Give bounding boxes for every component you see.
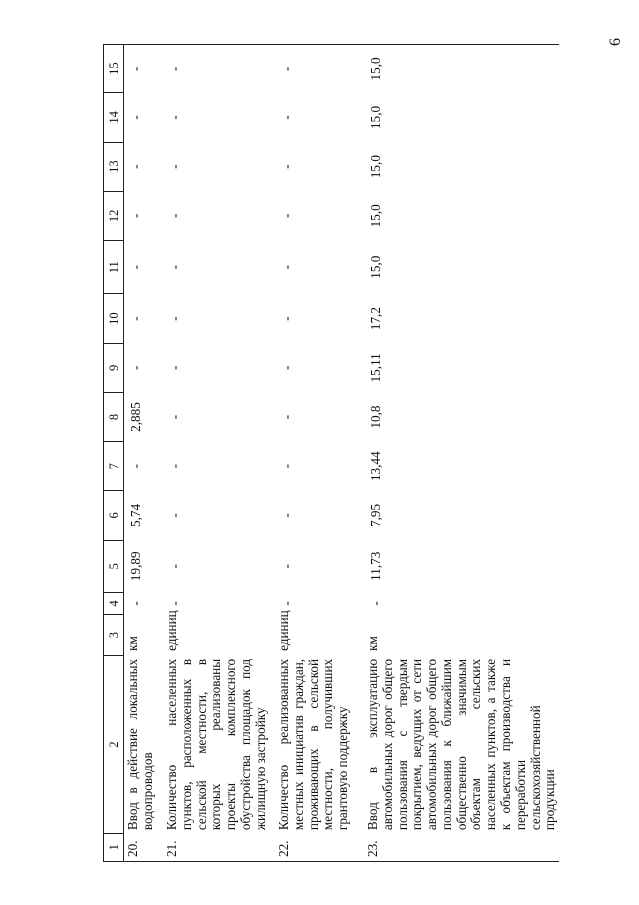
header-cell: 1: [104, 833, 124, 861]
unit: единиц: [164, 610, 179, 651]
value-cell: -: [128, 464, 143, 469]
value-cell: -: [167, 213, 182, 219]
value-cell: 13,44: [368, 451, 383, 482]
unit: км: [125, 636, 140, 651]
value-cell: -: [167, 601, 182, 606]
value-cell: -: [128, 115, 143, 120]
value-cell: -: [167, 164, 182, 169]
page-number: 6: [607, 38, 624, 46]
value-cell: -: [124, 45, 164, 93]
value-cell: -: [128, 365, 143, 371]
value-cell: -: [275, 45, 364, 93]
value-cell: 19,89: [128, 551, 143, 582]
value-cell: -: [128, 265, 143, 270]
header-cell: 9: [104, 343, 124, 392]
value-cell: -: [279, 365, 294, 371]
header-cell: 5: [104, 540, 124, 592]
value-cell: 15,0: [368, 155, 383, 179]
value-cell: -: [279, 601, 294, 606]
value-cell: -: [279, 164, 294, 169]
indicator-name: Количество населенных пунктов, расположенных в сельской местности, в которых реализованы проекты комплексного обустройства площадок под жилищную застройку: [164, 658, 268, 831]
table-row: [364, 45, 559, 862]
value-cell: 11,73: [368, 551, 383, 581]
header-cell: 4: [104, 593, 124, 615]
row-number: 20.: [124, 833, 164, 861]
value-cell: -: [167, 414, 182, 420]
value-cell: -: [279, 564, 294, 569]
value-cell: -: [167, 564, 182, 569]
header-cell: 13: [104, 142, 124, 191]
table-row: [163, 45, 275, 862]
header-cell: 14: [104, 93, 124, 142]
header-cell: 8: [104, 392, 124, 441]
value-cell: -: [128, 316, 143, 321]
header-row: [104, 45, 124, 862]
value-cell: -: [167, 265, 182, 270]
value-cell: -: [128, 213, 143, 219]
header-cell: 3: [104, 614, 124, 656]
value-cell: 5,74: [128, 503, 143, 527]
value-cell: -: [128, 601, 143, 606]
header-cell: 6: [104, 491, 124, 540]
rotated-table-container: [103, 44, 558, 862]
value-cell: 15,11: [368, 353, 383, 383]
value-cell: 10,8: [368, 405, 383, 429]
value-cell: -: [167, 464, 182, 469]
indicator-name: Количество реализованных местных инициатив граждан, проживающих в сельской местности, получивших грантовую поддержку: [276, 658, 351, 831]
table-row: [124, 45, 164, 862]
value-cell: -: [279, 464, 294, 469]
value-cell: 15,0: [368, 204, 383, 228]
header-cell: 15: [104, 45, 124, 93]
header-cell: 12: [104, 191, 124, 240]
row-number: 21.: [163, 833, 275, 861]
value-cell: -: [368, 601, 383, 606]
value-cell: -: [279, 265, 294, 270]
unit: км: [365, 636, 380, 651]
value-cell: 15,0: [368, 105, 383, 129]
header-cell: 10: [104, 294, 124, 343]
header-cell: 11: [104, 240, 124, 294]
value-cell: 15,0: [368, 255, 383, 279]
value-cell: -: [279, 213, 294, 219]
unit: единиц: [276, 610, 291, 651]
indicator-name: Ввод в действие локальных водопроводов: [125, 658, 155, 831]
table-row: [275, 45, 364, 862]
value-cell: 2,885: [128, 402, 143, 432]
value-cell: -: [279, 316, 294, 321]
value-cell: -: [167, 365, 182, 371]
value-cell: 15,0: [364, 45, 559, 93]
indicator-name: Ввод в эксплуатацию автомобильных дорог общего пользования с твердым покрытием, ведущих от сети автомобильных дорог общего пользования к ближайшим общественно значимым объектам сельских населенных пунктов, а также к объектам производства и переработки сельскохозяйственной продукции: [365, 658, 558, 831]
header-cell: 2: [104, 656, 124, 833]
value-cell: -: [167, 115, 182, 120]
value-cell: -: [279, 414, 294, 420]
row-number: 23.: [364, 833, 559, 861]
value-cell: 17,2: [368, 307, 383, 331]
value-cell: -: [279, 115, 294, 120]
row-number: 22.: [275, 833, 364, 861]
header-cell: 7: [104, 442, 124, 491]
value-cell: -: [167, 316, 182, 321]
value-cell: -: [128, 164, 143, 169]
value-cell: -: [163, 45, 275, 93]
value-cell: -: [279, 513, 294, 518]
value-cell: 7,95: [368, 503, 383, 527]
value-cell: -: [167, 513, 182, 518]
indicators-table: [103, 44, 559, 862]
